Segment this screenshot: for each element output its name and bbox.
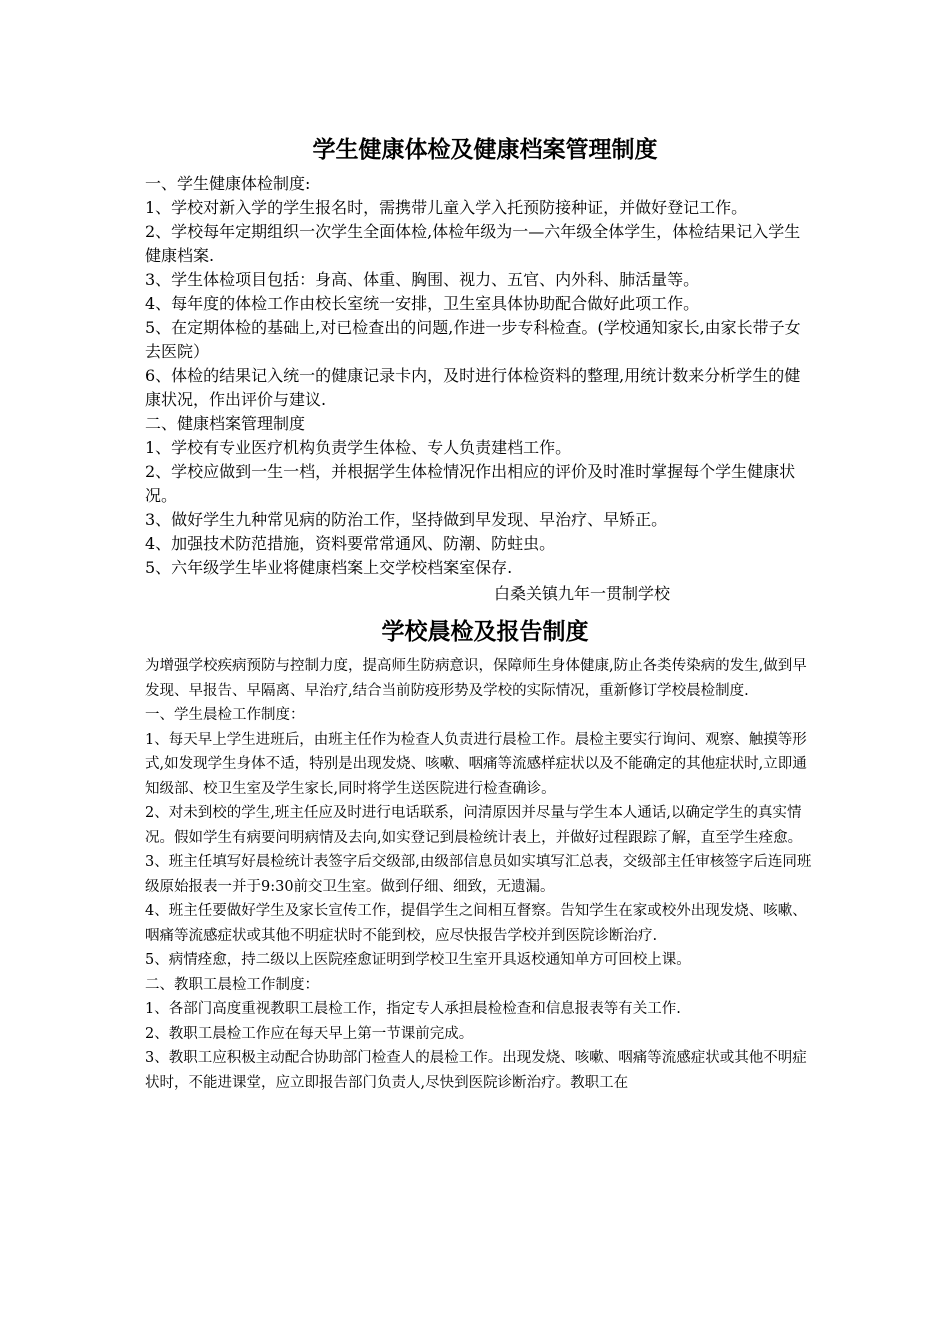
school-signature: 白桑关镇九年一贯制学校 — [493, 584, 670, 603]
morning-check-policy-body — [145, 654, 815, 1095]
document-page — [145, 128, 815, 1095]
section-heading: 一、学生健康体检制度: — [145, 174, 311, 193]
health-exam-policy-body — [145, 172, 815, 580]
policy-item: 3、班主任填写好晨检统计表签字后交级部,由级部信息员如实填写汇总表，交级部主任审核签字后连同班级原始报表一并于9:30前交卫生室。做到仔细、细致，无遗漏。 — [145, 854, 812, 895]
policy-item: 1、各部门高度重视教职工晨检工作，指定专人承担晨检检查和信息报表等有关工作. — [145, 1001, 681, 1017]
policy-item: 6、体检的结果记入统一的健康记录卡内，及时进行体检资料的整理,用统计数来分析学生的健康状况，作出评价与建议. — [145, 366, 801, 409]
policy-item: 2、对未到校的学生,班主任应及时进行电话联系，问清原因并尽量与学生本人通话,以确定学生的真实情况。假如学生有病要问明病情及去向,如实登记到晨检统计表上，并做好过程跟踪了解，直至学生痊愈。 — [145, 805, 803, 846]
policy-item: 1、每天早上学生进班后，由班主任作为检查人负责进行晨检工作。晨检主要实行询问、观察、触摸等形式,如发现学生身体不适，特别是出现发烧、咳嗽、咽痛等流感样症状以及不能确定的其他症状时,立即通知级部、校卫生室及学生家长,同时将学生送医院进行检查确诊。 — [145, 731, 807, 797]
policy-item: 2、教职工晨检工作应在每天早上第一节课前完成。 — [145, 1025, 474, 1042]
health-exam-policy-title: 学生健康体检及健康档案管理制度 — [312, 137, 658, 163]
policy-item: 3、教职工应积极主动配合协助部门检查人的晨检工作。出现发烧、咳嗽、咽痛等流感症状或其他不明症状时，不能进课堂，应立即报告部门负责人,尽快到医院诊断治疗。教职工在 — [145, 1050, 807, 1091]
policy-item: 1、学校对新入学的学生报名时，需携带儿童入学入托预防接种证，并做好登记工作。 — [145, 198, 748, 217]
policy-item: 2、学校每年定期组织一次学生全面体检,体检年级为一—六年级全体学生，体检结果记入学生健康档案. — [145, 222, 801, 265]
policy-item: 5、病情痊愈，持二级以上医院痊愈证明到学校卫生室开具返校通知单方可回校上课。 — [145, 952, 691, 968]
policy-item: 5、六年级学生毕业将健康档案上交学校档案室保存. — [145, 558, 513, 577]
policy-item: 5、在定期体检的基础上,对已检查出的问题,作进一步专科检查。(学校通知家长,由家长带子女去医院） — [145, 318, 801, 361]
policy-item: 4、每年度的体检工作由校长室统一安排，卫生室具体协助配合做好此项工作。 — [145, 294, 700, 313]
policy-item: 3、学生体检项目包括：身高、体重、胸围、视力、五官、内外科、肺活量等。 — [145, 270, 700, 289]
policy-item: 4、班主任要做好学生及家长宣传工作，提倡学生之间相互督察。告知学生在家或校外出现发烧、咳嗽、咽痛等流感症状或其他不明症状时不能到校，应尽快报告学校并到医院诊断治疗. — [145, 903, 807, 944]
section-heading: 一、学生晨检工作制度： — [145, 707, 305, 723]
policy-item: 3、做好学生九种常见病的防治工作，坚持做到早发现、早治疗、早矫正。 — [145, 510, 668, 529]
section-heading: 二、教职工晨检工作制度： — [145, 976, 319, 993]
intro-paragraph: 为增强学校疾病预防与控制力度，提高师生防病意识，保障师生身体健康,防止各类传染病的发生,做到早发现、早报告、早隔离、早治疗,结合当前防疫形势及学校的实际情况，重新修订学校晨检制度. — [145, 658, 807, 699]
policy-item: 1、学校有专业医疗机构负责学生体检、专人负责建档工作。 — [145, 438, 572, 457]
morning-check-policy-title: 学校晨检及报告制度 — [381, 619, 589, 645]
section-heading: 二、健康档案管理制度 — [145, 414, 306, 433]
policy-item: 4、加强技术防范措施，资料要常常通风、防潮、防蛀虫。 — [145, 534, 556, 553]
policy-item: 2、学校应做到一生一档，并根据学生体检情况作出相应的评价及时准时掌握每个学生健康状况。 — [145, 462, 796, 505]
